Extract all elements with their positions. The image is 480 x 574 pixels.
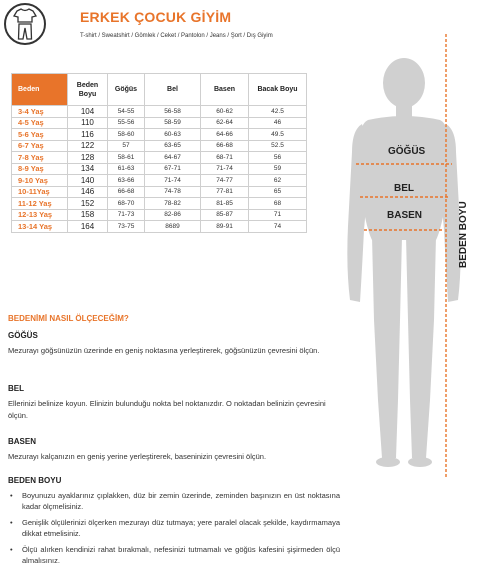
figure-height-label: BEDEN BOYU [458,201,469,268]
table-cell: 73-75 [108,221,145,233]
table-cell: 62-64 [201,117,249,129]
table-cell: 82-86 [145,209,201,221]
body-silhouette [347,58,460,467]
brand-subtitle: T-shirt / Sweatshirt / Gömlek / Ceket / Pantolon / Jeans / Şort / Dış Giyim [80,33,273,39]
table-cell: 63-66 [108,175,145,187]
table-row [12,198,307,210]
table-cell: 74-77 [201,175,249,187]
header-basen: Basen [201,74,249,106]
table-cell: 55-56 [108,117,145,129]
table-cell: 52.5 [249,140,307,152]
size-age-cell: 3-4 Yaş [12,106,68,118]
list-item [8,491,340,512]
size-age-cell: 8-9 Yaş [12,163,68,175]
bullet-dot: • [10,518,13,527]
table-cell: 64-67 [145,152,201,164]
header-bel: Bel [145,74,201,106]
table-cell: 74-78 [145,186,201,198]
header-gogus: Göğüs [108,74,145,106]
size-age-cell: 7-8 Yaş [12,152,68,164]
header-beden: Beden [12,74,68,106]
bullet-text: Ölçü alırken kendinizi rahat bırakmalı, nefesinizi tutmamalı ve göğüs kafesini şişirmeden ölçü almalısınız. [22,545,340,565]
height-heading: BEDEN BOYU [8,476,62,485]
table-row [12,209,307,221]
table-cell: 74 [249,221,307,233]
bullet-text: Genişlik ölçülerinizi ölçerken mezurayı düz tutmaya; yere paralel olacak şekilde, kaydırmamaya dikkat etmelisiniz. [22,518,340,538]
table-row [12,163,307,175]
table-cell: 68 [249,198,307,210]
chest-heading: GÖĞÜS [8,331,38,340]
table-cell: 56-58 [145,106,201,118]
size-height-cell: 110 [68,117,108,129]
size-age-cell: 6-7 Yaş [12,140,68,152]
size-age-cell: 13-14 Yaş [12,221,68,233]
table-cell: 57 [108,140,145,152]
table-cell: 71-74 [145,175,201,187]
list-item [8,518,340,539]
clothing-icon [6,5,44,43]
size-height-cell: 146 [68,186,108,198]
size-table [11,73,307,233]
size-height-cell: 152 [68,198,108,210]
hip-heading: BASEN [8,437,37,446]
table-cell: 71-73 [108,209,145,221]
table-cell: 62 [249,175,307,187]
size-height-cell: 122 [68,140,108,152]
table-row [12,221,307,233]
table-cell: 66-68 [201,140,249,152]
table-row [12,129,307,141]
table-cell: 81-85 [201,198,249,210]
size-height-cell: 158 [68,209,108,221]
brand-title: ERKEK ÇOCUK GİYİM [80,9,232,25]
table-cell: 42.5 [249,106,307,118]
table-cell: 56 [249,152,307,164]
size-age-cell: 11-12 Yaş [12,198,68,210]
table-header-row [12,74,307,106]
waist-text: Ellerinizi belinize koyun. Elinizin bulunduğu nokta bel noktanızdır. O noktadan belinizin çevresini ölçün. [8,399,326,420]
size-height-cell: 128 [68,152,108,164]
size-height-cell: 134 [68,163,108,175]
table-cell: 58-61 [108,152,145,164]
table-row [12,186,307,198]
table-cell: 65 [249,186,307,198]
table-cell: 66-68 [108,186,145,198]
figure-chest-label: GÖĞÜS [388,146,426,157]
table-row [12,175,307,187]
chest-text: Mezurayı göğsünüzün üzerinde en geniş noktasına yerleştirerek, göğsünüzün çevresini ölçün. [8,346,320,355]
table-row [12,152,307,164]
table-cell: 89-91 [201,221,249,233]
bullet-dot: • [10,491,13,500]
size-height-cell: 104 [68,106,108,118]
table-cell: 78-82 [145,198,201,210]
table-cell: 77-81 [201,186,249,198]
guide-title: BEDENİMİ NASIL ÖLÇECEĞİM? [8,314,129,323]
table-cell: 71-74 [201,163,249,175]
table-cell: 54-55 [108,106,145,118]
body-silhouette-figure [340,0,480,574]
table-row [12,140,307,152]
table-cell: 64-66 [201,129,249,141]
size-height-cell: 164 [68,221,108,233]
height-bullets [8,491,340,572]
bullet-dot: • [10,545,13,554]
list-item [8,545,340,566]
bullet-text: Boyunuzu ayaklarınız çıplakken, düz bir zemin üzerinde, zeminden başınızın en üst noktasına kadar ölçmelisiniz. [22,491,340,511]
size-age-cell: 5-6 Yaş [12,129,68,141]
logo-badge [4,3,46,45]
size-height-cell: 116 [68,129,108,141]
table-cell: 58-60 [108,129,145,141]
size-height-cell: 140 [68,175,108,187]
size-age-cell: 10-11Yaş [12,186,68,198]
waist-heading: BEL [8,384,24,393]
table-cell: 49.5 [249,129,307,141]
table-cell: 85-87 [201,209,249,221]
table-cell: 63-65 [145,140,201,152]
figure-hip-label: BASEN [387,210,423,221]
table-cell: 71 [249,209,307,221]
table-cell: 60-62 [201,106,249,118]
table-cell: 61-63 [108,163,145,175]
table-cell: 60-63 [145,129,201,141]
table-cell: 59 [249,163,307,175]
table-cell: 68-70 [108,198,145,210]
table-cell: 68-71 [201,152,249,164]
size-age-cell: 4-5 Yaş [12,117,68,129]
header-beden-boyu: Beden Boyu [68,74,108,106]
size-age-cell: 12-13 Yaş [12,209,68,221]
table-row [12,117,307,129]
table-cell: 8689 [145,221,201,233]
header-bacak-boyu: Bacak Boyu [249,74,307,106]
size-age-cell: 9-10 Yaş [12,175,68,187]
table-cell: 58-59 [145,117,201,129]
table-cell: 67-71 [145,163,201,175]
table-cell: 46 [249,117,307,129]
table-row [12,106,307,118]
figure-waist-label: BEL [394,183,414,194]
hip-text: Mezurayı kalçanızın en geniş yerine yerleştirerek, baseninizin çevresini ölçün. [8,452,267,461]
